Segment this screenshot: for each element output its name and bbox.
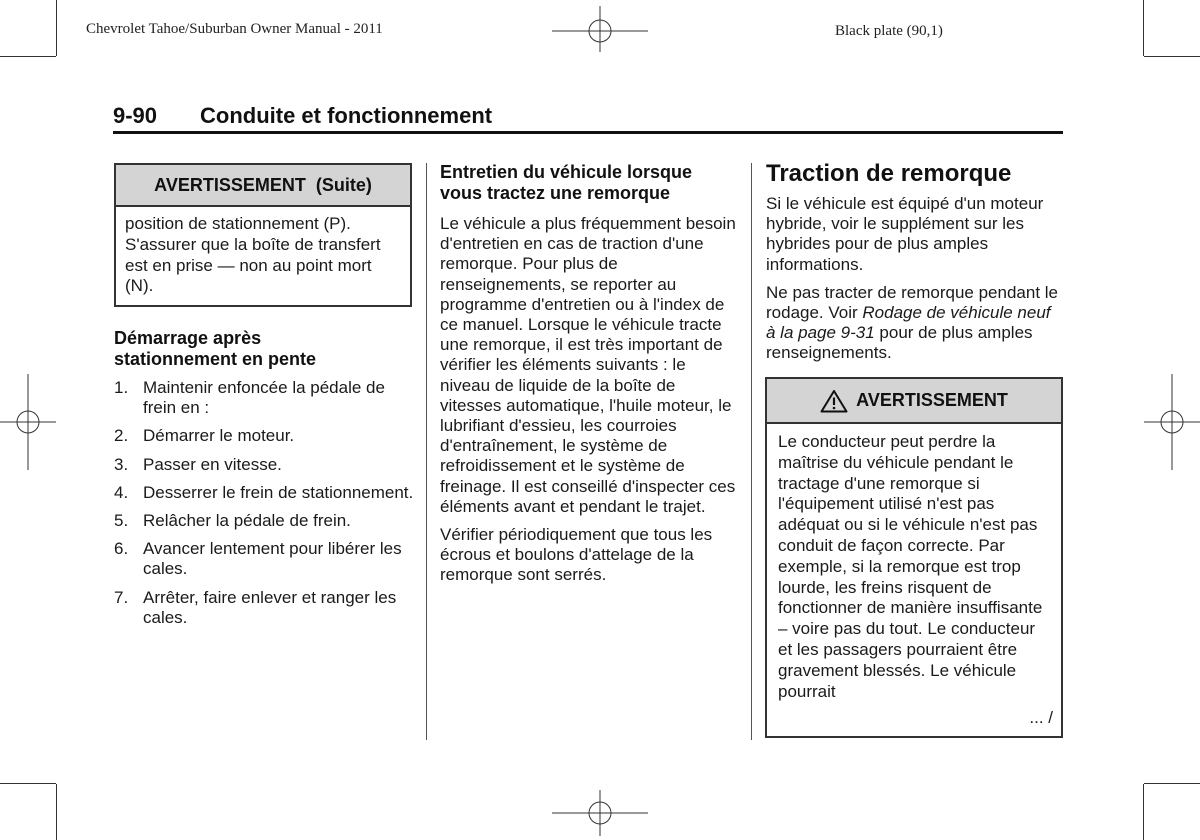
towing-paragraph-2 bbox=[766, 283, 1063, 364]
print-header-left: Chevrolet Tahoe/Suburban Owner Manual - 2011 bbox=[86, 21, 383, 37]
crop-mark-bottom-right-v bbox=[1143, 784, 1144, 840]
towing-paragraph-1: Si le véhicule est équipé d'un moteur hybride, voir le supplément sur les hybrides pour de plus amples informations. bbox=[766, 194, 1044, 274]
step-number: 7. bbox=[114, 587, 129, 607]
warning-box-text: Le conducteur peut perdre la maîtrise du véhicule pendant le tractage d'une remorque si l'équipement utilisé n'est pas adéquat ou si le véhicule n'est pas conduit de façon correcte. Par exemple, si la remorque est trop lourde, les freins risquent de fonctionner de manière insuffisante – voire pas du tout. Le conducteur et les passagers pourraient être gravement blessés. Le véhicule pourrait bbox=[778, 432, 1043, 701]
column-3-content bbox=[766, 160, 1063, 364]
warning-box-header bbox=[116, 165, 410, 207]
step-text: Maintenir enfoncée la pédale de frein en : bbox=[143, 378, 385, 418]
step-text: Relâcher la pédale de frein. bbox=[143, 511, 351, 531]
warning-box-text: position de stationnement (P). S'assurer que la boîte de transfert est en prise — non au point mort (N). bbox=[125, 214, 381, 296]
step-number: 2. bbox=[114, 426, 129, 446]
step-item bbox=[114, 426, 414, 446]
crop-mark-top-left-h bbox=[0, 56, 56, 57]
column-divider-1 bbox=[426, 163, 427, 740]
page-reference-link[interactable]: Rodage de véhicule neuf à la page 9-31 bbox=[766, 303, 1051, 343]
page-header bbox=[113, 101, 1063, 134]
column-2-content bbox=[440, 162, 738, 586]
maintenance-paragraph-2: Vérifier périodiquement que tous les écrous et boulons d'attelage de la remorque sont serrés. bbox=[440, 525, 713, 585]
warning-box-header bbox=[767, 379, 1061, 424]
warning-box-title: AVERTISSEMENT bbox=[856, 390, 1008, 410]
step-text: Avancer lentement pour libérer les cales. bbox=[143, 539, 402, 579]
section-heading-trailer-towing: Traction de remorque bbox=[766, 160, 1012, 187]
towing-paragraph-2-end: pour de plus amples renseignements. bbox=[766, 323, 1033, 363]
warning-box-continued bbox=[114, 163, 412, 307]
step-item bbox=[114, 378, 414, 418]
page-number: 9-90 bbox=[113, 103, 158, 128]
step-number: 6. bbox=[114, 539, 129, 559]
crop-mark-top-right-v bbox=[1143, 0, 1144, 56]
step-number: 5. bbox=[114, 511, 129, 531]
steps-list bbox=[114, 378, 414, 628]
step-item bbox=[114, 539, 414, 579]
warning-triangle-icon bbox=[820, 389, 848, 413]
section-heading-maintenance: Entretien du véhicule lorsque vous tractez une remorque bbox=[440, 162, 693, 203]
registration-mark-top bbox=[552, 6, 648, 52]
step-number: 1. bbox=[114, 378, 129, 397]
warning-box-towing bbox=[765, 377, 1063, 738]
step-item bbox=[114, 511, 414, 531]
registration-mark-bottom bbox=[552, 790, 648, 836]
step-number: 4. bbox=[114, 482, 129, 502]
step-item bbox=[114, 483, 414, 503]
towing-paragraph-2-start: Ne pas tracter de remorque pendant le rodage. Voir bbox=[766, 282, 1059, 323]
registration-mark-left bbox=[0, 374, 56, 470]
crop-mark-top-left-v bbox=[56, 0, 57, 56]
maintenance-paragraph-1: Le véhicule a plus fréquemment besoin d'entretien en cas de traction d'une remorque. Pour plus de renseignements, se reporter au programme d'entretien ou à l'index de ce manuel. Lorsque le véhicule tracte une remorque, il est très important de vérifier les éléments suivants : le niveau de liquide de la boîte de vitesses automatique, l'huile moteur, le lubrifiant d'essieu, les courroies d'entraînement, le système de refroidissement et le système de freinage. Il est conseillé d'inspecter ces éléments avant et pendant le trajet. bbox=[440, 214, 736, 516]
step-item bbox=[114, 455, 414, 475]
step-text: Passer en vitesse. bbox=[143, 454, 282, 474]
warning-box-title: AVERTISSEMENT (Suite) bbox=[154, 174, 372, 195]
step-item bbox=[114, 588, 414, 628]
step-text: Arrêter, faire enlever et ranger les cales. bbox=[143, 587, 397, 627]
column-1-content bbox=[114, 328, 414, 636]
section-heading-slope-start: Démarrage après stationnement en pente bbox=[114, 328, 317, 369]
column-divider-2 bbox=[751, 163, 752, 740]
section-title: Conduite et fonctionnement bbox=[200, 103, 493, 128]
step-text: Démarrer le moteur. bbox=[143, 426, 295, 446]
crop-mark-bottom-left-h bbox=[0, 783, 56, 784]
print-header-right: Black plate (90,1) bbox=[835, 23, 943, 39]
crop-mark-top-right-h bbox=[1144, 56, 1200, 57]
crop-mark-bottom-left-v bbox=[56, 784, 57, 840]
crop-mark-bottom-right-h bbox=[1144, 783, 1200, 784]
step-text: Desserrer le frein de stationnement. bbox=[143, 482, 414, 502]
step-number: 3. bbox=[114, 454, 129, 474]
registration-mark-right bbox=[1144, 374, 1200, 470]
continued-marker: ... / bbox=[1029, 708, 1053, 728]
